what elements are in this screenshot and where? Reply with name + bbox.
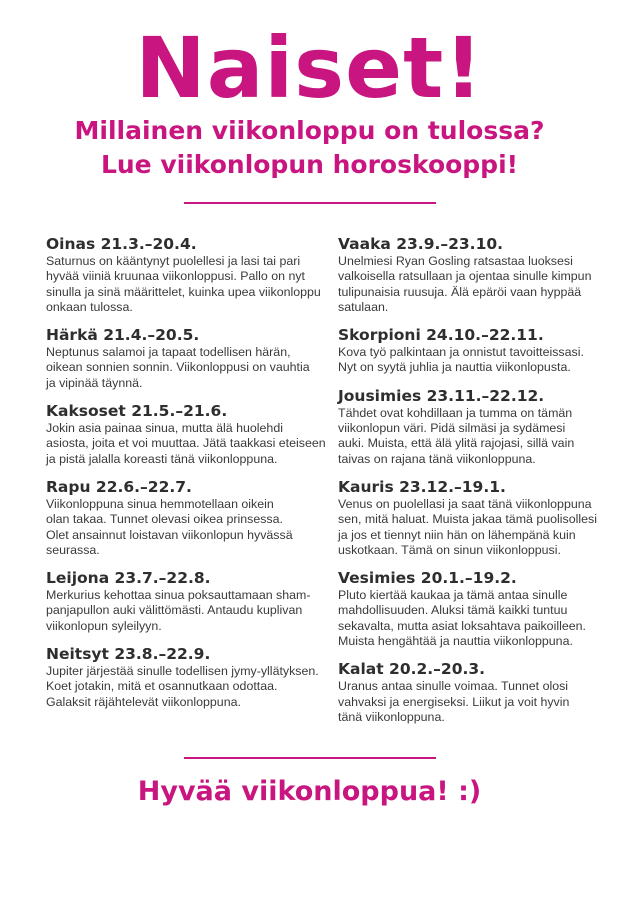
horoscope-text: Kova työ palkintaan ja onnistut tavoitteissasi. Nyt on syytä juhlia ja nauttia viikonlopusta. [338,345,584,375]
horoscope-vaaka [338,234,619,315]
horoscope-text: Pluto kiertää kaukaa ja tämä antaa sinulle mahdollisuuden. Aluksi tämä kaikki tuntuu sekavalta, mutta asiat loksahtava paikoilleen. Muista hengähtää ja nauttia viikonloppuna. [338,588,586,649]
horoscope-text: Jokin asia painaa sinua, mutta älä huolehdi asiosta, joita et voi muuttaa. Jätä taakkasi eteiseen ja pistä jalalla koreasti tänä viikonloppuna. [46,421,326,466]
horoscope-text: Tähdet ovat kohdillaan ja tumma on tämän viikonlopun väri. Pidä silmäsi ja sydämesi auki. Muista, että älä ylitä rajojasi, sillä vain taivas on rajana tänä viikonloppuna. [338,405,575,466]
sign-heading: Kaksoset 21.5.–21.6. [46,402,228,421]
closing-greeting: Hyvää viikonloppua! :) [137,776,482,807]
horoscope-leijona [46,568,328,634]
sign-heading: Kauris 23.12.–19.1. [338,477,506,496]
horoscope-column-left [46,234,328,720]
sign-heading: Rapu 22.6.–22.7. [46,477,192,496]
horoscope-text: Saturnus on kääntynyt puolellesi ja lasi tai pari hyvää viiniä kruunaa viikonloppusi. Pallo on nyt sinulla ja sinä määrittelet, kuinka upea viikonloppu onkaan tulossa. [46,254,321,314]
subtitle-question: Millainen viikonloppu on tulossa? [74,116,545,145]
sign-heading: Vesimies 20.1.–19.2. [338,569,517,588]
horoscope-neitsyt [46,644,328,710]
horoscope-skorpioni [338,325,619,376]
sign-heading: Leijona 23.7.–22.8. [46,569,211,588]
horoscope-text: Merkurius kehottaa sinua poksauttamaan sham- panjapullon auki välittömästi. Antaudu kuplivan viikonlopun syleilyyn. [46,588,311,633]
horoscope-text: Uranus antaa sinulle voimaa. Tunnet olosi vahvaksi ja energiseksi. Liikut ja voit hyvin tänä viikonloppuna. [338,679,570,724]
horoscope-kauris [338,477,619,558]
horoscope-kaksoset [46,401,328,467]
horoscope-text: Jupiter järjestää sinulle todellisen jymy-yllätyksen. Koet jotakin, mitä et osannutkaan odottaa. Galaksit räjähtelevät viikonloppuna. [46,664,319,709]
horoscope-jousimies [338,386,619,467]
sign-heading: Skorpioni 24.10.–22.11. [338,326,544,345]
horoscope-column-right [338,234,619,735]
horoscope-rapu [46,477,328,558]
sign-heading: Jousimies 23.11.–22.12. [338,386,545,405]
top-divider [184,202,436,204]
horoscope-text: Viikonloppuna sinua hemmotellaan oikein olan takaa. Tunnet olevasi oikea prinsessa. Olet ansainnut loistavan viikonlopun hyvässä seurassa. [46,496,293,557]
horoscope-harka [46,325,328,391]
horoscope-text: Unelmiesi Ryan Gosling ratsastaa luoksesi valkoisella ratsullaan ja ojentaa sinulle kimpun tulipunaisia ruusuja. Älä epäröi vaan hyppää satulaan. [338,254,592,314]
sign-heading: Oinas 21.3.–20.4. [46,235,197,253]
sign-heading: Kalat 20.2.–20.3. [338,660,486,679]
page-title: Naiset! [135,19,484,117]
horoscope-text: Neptunus salamoi ja tapaat todellisen härän, oikean sonnien sonnin. Viikonloppusi on vauhtia ja vipinää täynnä. [46,345,310,390]
horoscope-text: Venus on puolellasi ja saat tänä viikonloppuna sen, mitä haluat. Muista jakaa tämä puolisollesi ja jos et tiennyt niin hän on lähempänä kuin uskotkaan. Tämä on sinun viikonloppusi. [338,496,597,557]
sign-heading: Neitsyt 23.8.–22.9. [46,645,211,664]
subtitle-invitation: Lue viikonlopun horoskooppi! [100,150,519,179]
horoscope-kalat [338,659,619,725]
horoscope-vesimies [338,568,619,649]
bottom-divider [184,757,436,759]
sign-heading: Vaaka 23.9.–23.10. [338,235,504,253]
horoscope-oinas [46,234,328,315]
sign-heading: Härkä 21.4.–20.5. [46,326,200,345]
